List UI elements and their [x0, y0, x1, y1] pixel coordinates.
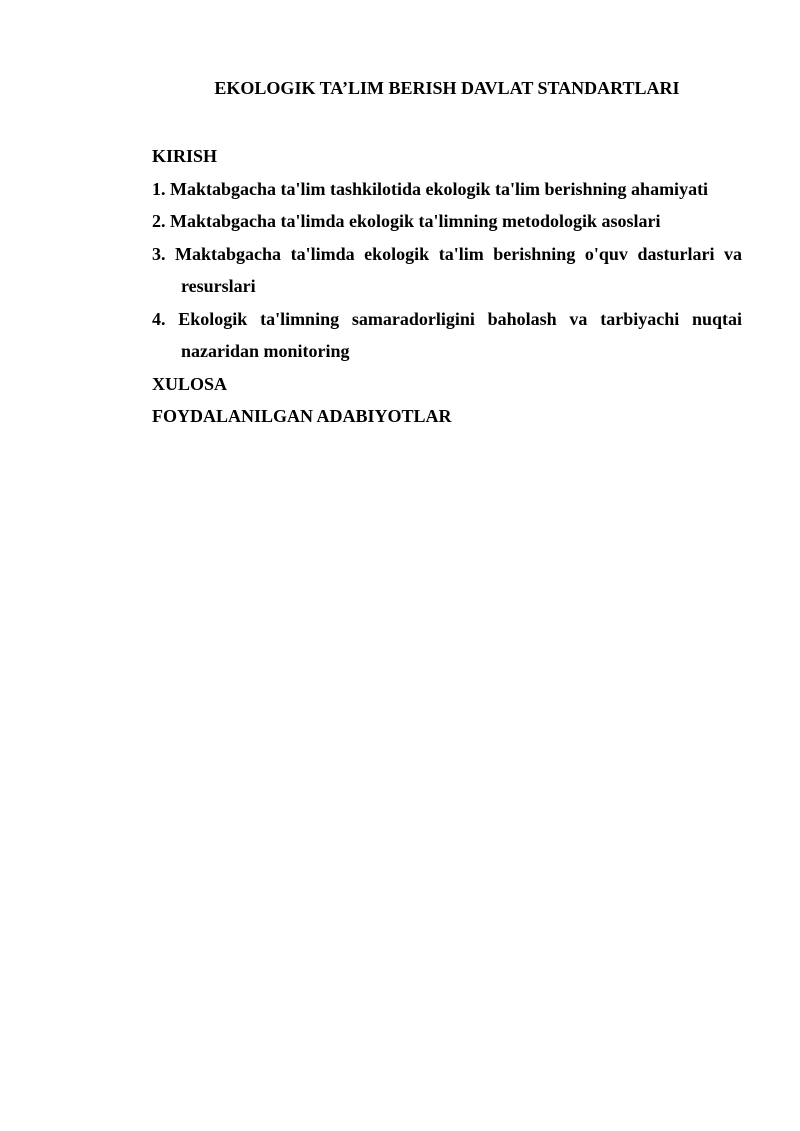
table-of-contents [152, 140, 742, 433]
document-title: EKOLOGIK TA’LIM BERISH DAVLAT STANDARTLARI [214, 78, 680, 98]
toc-item-chapter-4: 4. Ekologik ta'limning samaradorligini baholash va tarbiyachi nuqtai nazaridan monitoring [152, 308, 742, 361]
toc-item-chapter-1: 1. Maktabgacha ta'lim tashkilotida ekologik ta'lim berishning ahamiyati [152, 178, 709, 199]
toc-item-introduction: KIRISH [152, 146, 218, 166]
toc-item-chapter-2: 2. Maktabgacha ta'limda ekologik ta'limning metodologik asoslari [152, 211, 661, 231]
toc-item-references: FOYDALANILGAN ADABIYOTLAR [152, 406, 452, 426]
toc-item-chapter-3: 3. Maktabgacha ta'limda ekologik ta'lim berishning o'quv dasturlari va resurslari [152, 243, 742, 296]
toc-item-conclusion: XULOSA [152, 373, 228, 394]
